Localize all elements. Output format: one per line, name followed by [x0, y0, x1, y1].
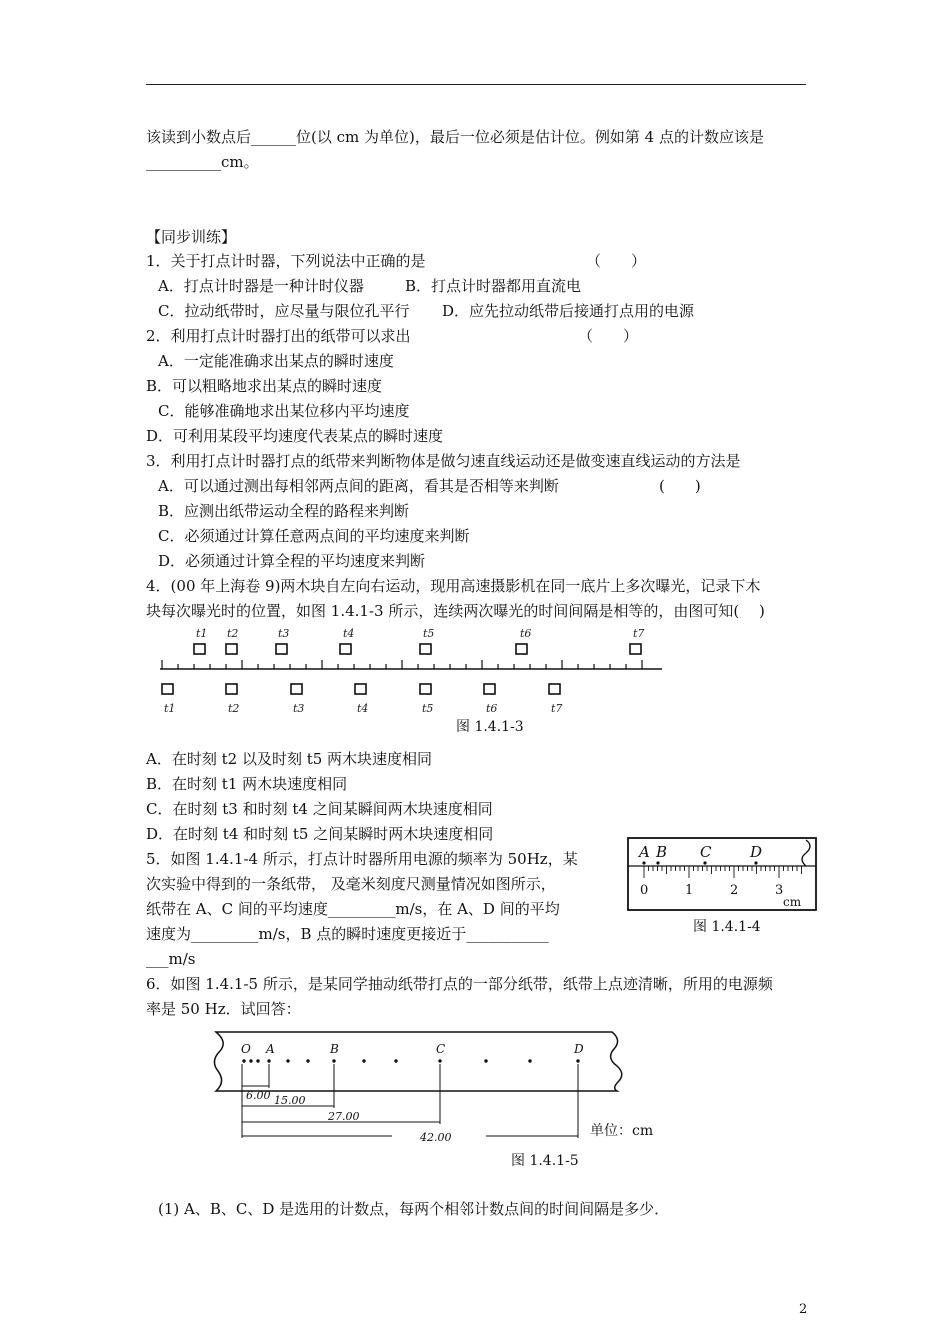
top-block-4 — [340, 644, 351, 654]
q3-option-c: C．必须通过计算任意两点间的平均速度来判断 — [158, 527, 470, 545]
ruler-label-1: 1 — [685, 883, 694, 898]
tape-label-a: A — [266, 1042, 275, 1056]
intro-line-1: 该读到小数点后______位(以 cm 为单位)，最后一位必须是估计位。例如第 4 点的计数应该是 — [146, 128, 764, 146]
figure-1-4-1-3 — [150, 622, 680, 718]
q6-line-2: 率是 50 Hz．试回答： — [146, 1000, 301, 1018]
q4-option-d: D．在时刻 t4 和时刻 t5 之间某瞬时两木块速度相同 — [146, 825, 494, 843]
q1-answer-paren: （ ） — [586, 252, 647, 270]
bottom-label-t6: t6 — [486, 702, 498, 715]
bottom-label-t3: t3 — [293, 702, 305, 715]
q5-line-3: 纸带在 A、C 间的平均速度_________m/s，在 A、D 间的平均 — [146, 900, 560, 918]
top-block-5 — [420, 644, 431, 654]
unit-label: 单位：cm — [590, 1123, 654, 1139]
top-block-6 — [516, 644, 527, 654]
top-label-t2: t2 — [227, 627, 239, 640]
q3-option-a: A．可以通过测出每相邻两点间的距离，看其是否相等来判断 — [158, 477, 559, 495]
header-rule — [146, 84, 806, 85]
scale-ticks — [162, 660, 642, 669]
bottom-label-t5: t5 — [422, 702, 434, 715]
point-b-dot — [656, 861, 659, 864]
q5-line-5: ___m/s — [146, 950, 196, 968]
bottom-block-1 — [162, 684, 173, 694]
point-label-a: A — [639, 843, 650, 861]
ruler-unit: cm — [783, 895, 802, 909]
point-d-dot — [754, 861, 757, 864]
q6-sub-question-1: (1) A、B、C、D 是选用的计数点，每两个相邻计数点间的时间间隔是多少． — [158, 1200, 670, 1218]
q2-answer-paren: （ ） — [578, 327, 639, 345]
tape-label-c: C — [436, 1042, 446, 1056]
top-block-1 — [194, 644, 205, 654]
top-label-t7: t7 — [633, 627, 645, 640]
page-number: 2 — [799, 1302, 808, 1317]
figure-1-4-1-3-caption: 图 1.4.1-3 — [456, 719, 524, 735]
bottom-block-6 — [484, 684, 495, 694]
q2-option-b: B．可以粗略地求出某点的瞬时速度 — [146, 377, 383, 395]
tape-label-d: D — [574, 1042, 584, 1056]
top-block-2 — [226, 644, 237, 654]
q2-option-d: D．可利用某段平均速度代表某点的瞬时速度 — [146, 427, 444, 445]
bottom-label-t1: t1 — [164, 702, 176, 715]
measure-6-00: 6.00 — [246, 1089, 271, 1102]
q2-option-c: C．能够准确地求出某位移内平均速度 — [158, 402, 410, 420]
top-label-t4: t4 — [343, 627, 355, 640]
bottom-block-4 — [355, 684, 366, 694]
q4-stem-line-1: 4．(00 年上海卷 9)两木块自左向右运动，现用高速摄影机在同一底片上多次曝光，记录下木 — [146, 577, 761, 595]
tape-strip — [214, 1032, 621, 1091]
q3-option-d: D．必须通过计算全程的平均速度来判断 — [158, 552, 426, 570]
ruler-label-3: 3 — [775, 883, 784, 898]
q4-option-b: B．在时刻 t1 两木块速度相同 — [146, 775, 348, 793]
figure-1-4-1-4-caption: 图 1.4.1-4 — [693, 919, 761, 935]
q1-option-d: D．应先拉动纸带后接通打点用的电源 — [442, 302, 695, 320]
q5-line-4: 速度为_________m/s，B 点的瞬时速度更接近于___________ — [146, 925, 549, 943]
figure-1-4-1-5 — [210, 1028, 630, 1146]
top-label-t6: t6 — [520, 627, 532, 640]
bottom-label-t2: t2 — [228, 702, 240, 715]
ruler-label-2: 2 — [730, 883, 739, 898]
point-a-dot — [642, 861, 645, 864]
q1-option-b: B．打点计时器都用直流电 — [405, 277, 582, 295]
tape-label-b: B — [330, 1042, 339, 1056]
measure-15-00: 15.00 — [274, 1094, 306, 1107]
ruler-ticks — [644, 866, 802, 878]
q4-option-a: A．在时刻 t2 以及时刻 t5 两木块速度相同 — [146, 750, 433, 768]
q5-line-2: 次实验中得到的一条纸带， 及毫米刻度尺测量情况如图所示， — [146, 875, 556, 893]
q6-line-1: 6．如图 1.4.1-5 所示，是某同学抽动纸带打点的一部分纸带，纸带上点迹清晰，所用的电源频 — [146, 975, 773, 993]
q1-stem: 1．关于打点计时器，下列说法中正确的是 — [146, 252, 426, 270]
q1-option-a: A．打点计时器是一种计时仪器 — [158, 277, 364, 295]
bottom-label-t4: t4 — [357, 702, 369, 715]
top-block-7 — [630, 644, 641, 654]
top-block-3 — [276, 644, 287, 654]
tape-label-o: O — [241, 1042, 251, 1056]
q2-option-a: A．一定能准确求出某点的瞬时速度 — [158, 352, 394, 370]
intro-line-2: __________cm。 — [146, 153, 259, 171]
q4-stem-line-2: 块每次曝光时的位置，如图 1.4.1-3 所示，连续两次曝光的时间间隔是相等的，由图可知( ) — [146, 602, 765, 620]
q3-answer-paren: ( ) — [659, 477, 701, 495]
bottom-block-3 — [291, 684, 302, 694]
tape-torn-edge — [802, 840, 810, 866]
q3-stem: 3．利用打点计时器打点的纸带来判断物体是做匀速直线运动还是做变速直线运动的方法是 — [146, 452, 741, 470]
q1-option-c: C．拉动纸带时，应尽量与限位孔平行 — [158, 302, 410, 320]
bottom-block-5 — [420, 684, 431, 694]
figure-1-4-1-5-caption: 图 1.4.1-5 — [511, 1153, 579, 1169]
bottom-label-t7: t7 — [551, 702, 563, 715]
bottom-block-2 — [226, 684, 237, 694]
bottom-block-7 — [549, 684, 560, 694]
q2-stem: 2．利用打点计时器打出的纸带可以求出 — [146, 327, 411, 345]
q5-line-1: 5．如图 1.4.1-4 所示，打点计时器所用电源的频率为 50Hz，某 — [146, 850, 578, 868]
point-c-dot — [703, 861, 706, 864]
point-label-b: B — [656, 843, 668, 861]
point-label-c: C — [700, 843, 712, 861]
top-label-t1: t1 — [196, 627, 208, 640]
tape-dots — [242, 1059, 579, 1062]
figure-1-4-1-4 — [626, 836, 822, 916]
q3-option-b: B．应测出纸带运动全程的路程来判断 — [158, 502, 410, 520]
top-label-t3: t3 — [278, 627, 290, 640]
ruler-label-0: 0 — [640, 883, 649, 898]
measure-42-00: 42.00 — [420, 1131, 452, 1144]
measure-27-00: 27.00 — [328, 1110, 360, 1123]
point-label-d: D — [750, 843, 763, 861]
section-title: 【同步训练】 — [146, 228, 237, 246]
top-label-t5: t5 — [423, 627, 435, 640]
q4-option-c: C．在时刻 t3 和时刻 t4 之间某瞬间两木块速度相同 — [146, 800, 493, 818]
